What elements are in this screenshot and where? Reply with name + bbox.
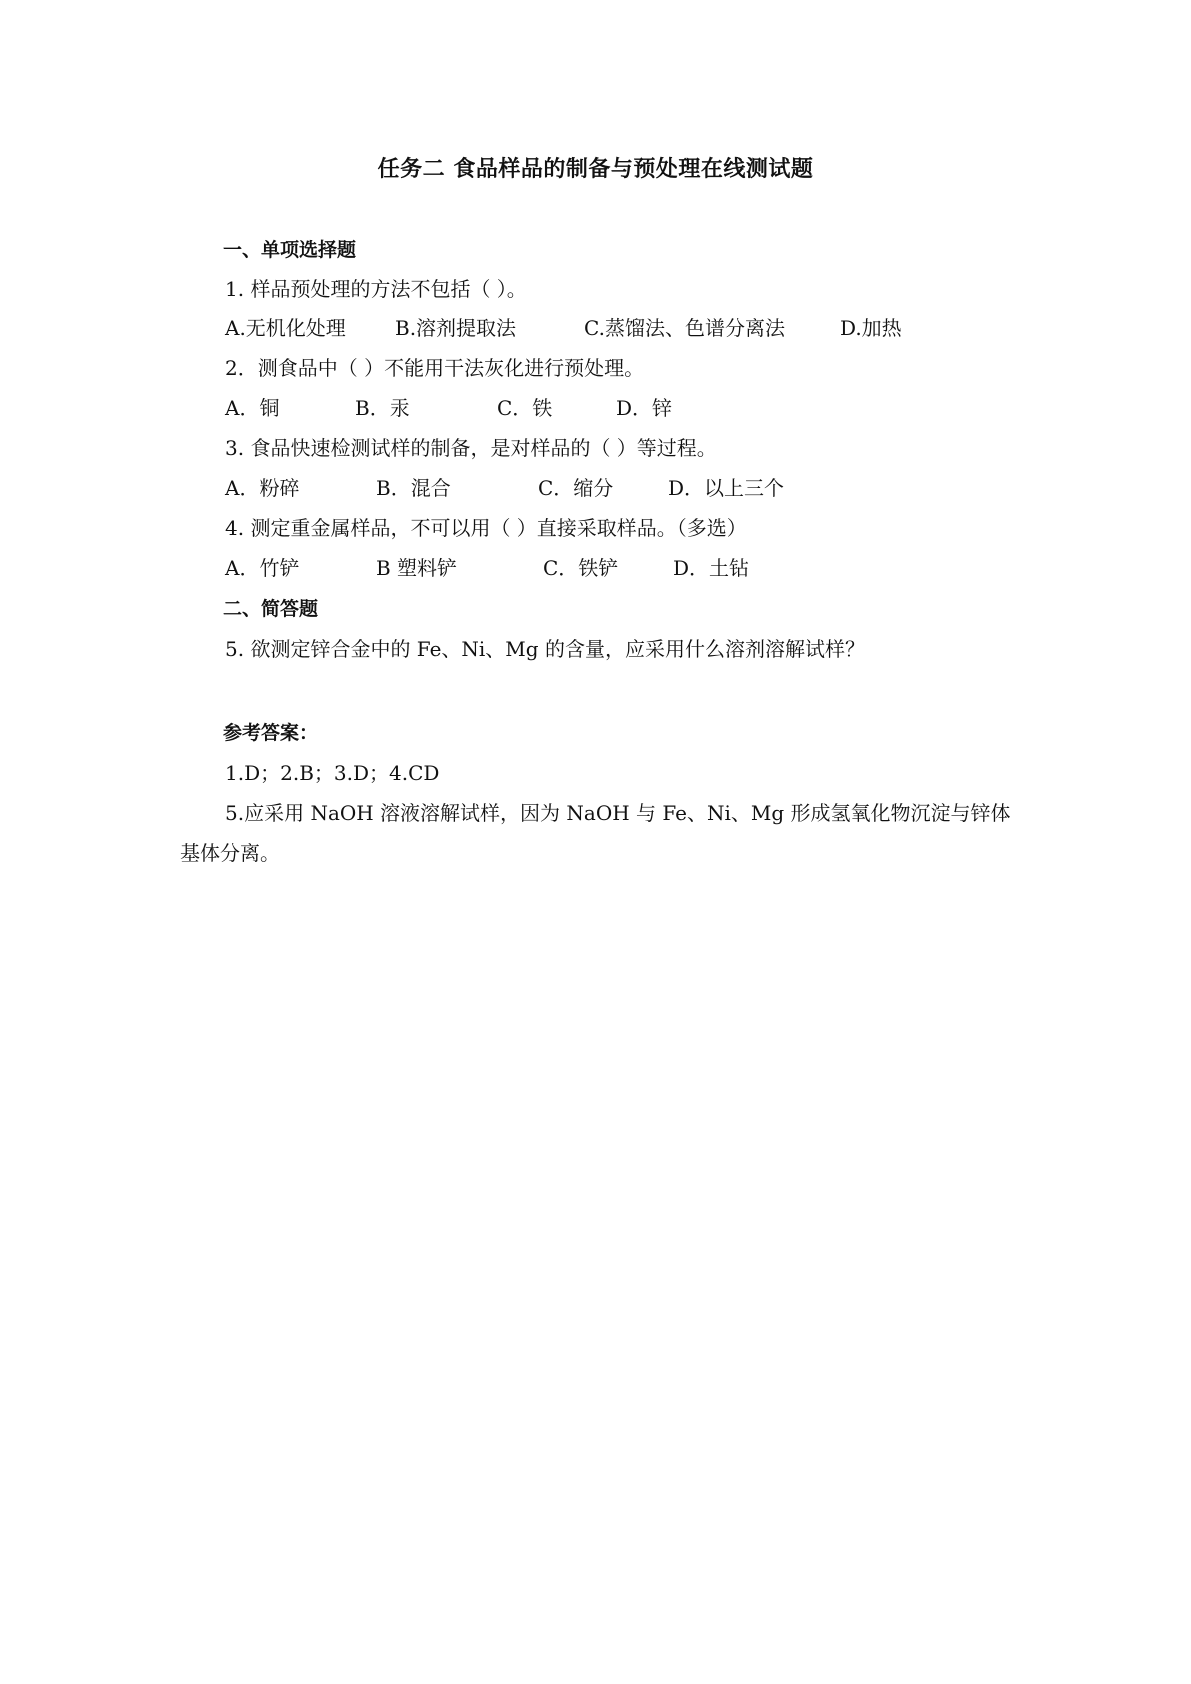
q3-option-d: D．以上三个 [668,476,785,500]
question-2: 2．测食品中（ ）不能用干法灰化进行预处理。 [225,356,645,380]
q4-option-a: A．竹铲 [225,556,300,580]
section-heading-single-choice: 一、单项选择题 [223,239,357,261]
question-4: 4. 测定重金属样品，不可以用（ ）直接采取样品。（多选） [225,516,747,540]
question-3: 3. 食品快速检测试样的制备，是对样品的（ ）等过程。 [225,436,717,460]
answers-choice: 1.D；2.B；3.D；4.CD [225,761,440,785]
answers-heading: 参考答案： [223,722,319,744]
section-heading-short-answer: 二、简答题 [223,598,319,620]
q2-option-b: B．汞 [355,396,410,420]
q3-option-b: B．混合 [376,476,451,500]
q4-option-b: B 塑料铲 [376,556,458,580]
q1-option-a: A.无机化处理 [225,316,346,340]
q4-option-c: C．铁铲 [543,556,619,580]
q2-option-d: D．锌 [616,396,673,420]
answers-short: 5.应采用 NaOH 溶液溶解试样，因为 NaOH 与 Fe、Ni、Mg 形成氢氧化物沉淀与锌体基体分离。 [180,801,1011,865]
question-5: 5. 欲测定锌合金中的 Fe、Ni、Mg 的含量，应采用什么溶剂溶解试样？ [225,637,865,661]
q1-option-c: C.蒸馏法、色谱分离法 [584,316,785,340]
q3-option-a: A．粉碎 [225,476,300,500]
document-title: 任务二 食品样品的制备与预处理在线测试题 [377,157,814,182]
q4-option-d: D．土钻 [673,556,750,580]
q2-option-a: A．铜 [225,396,280,420]
q2-option-c: C．铁 [497,396,553,420]
q3-option-c: C．缩分 [538,476,614,500]
q1-option-d: D.加热 [840,316,902,340]
q1-option-b: B.溶剂提取法 [395,316,517,340]
question-1: 1. 样品预处理的方法不包括（ ）。 [225,277,527,301]
